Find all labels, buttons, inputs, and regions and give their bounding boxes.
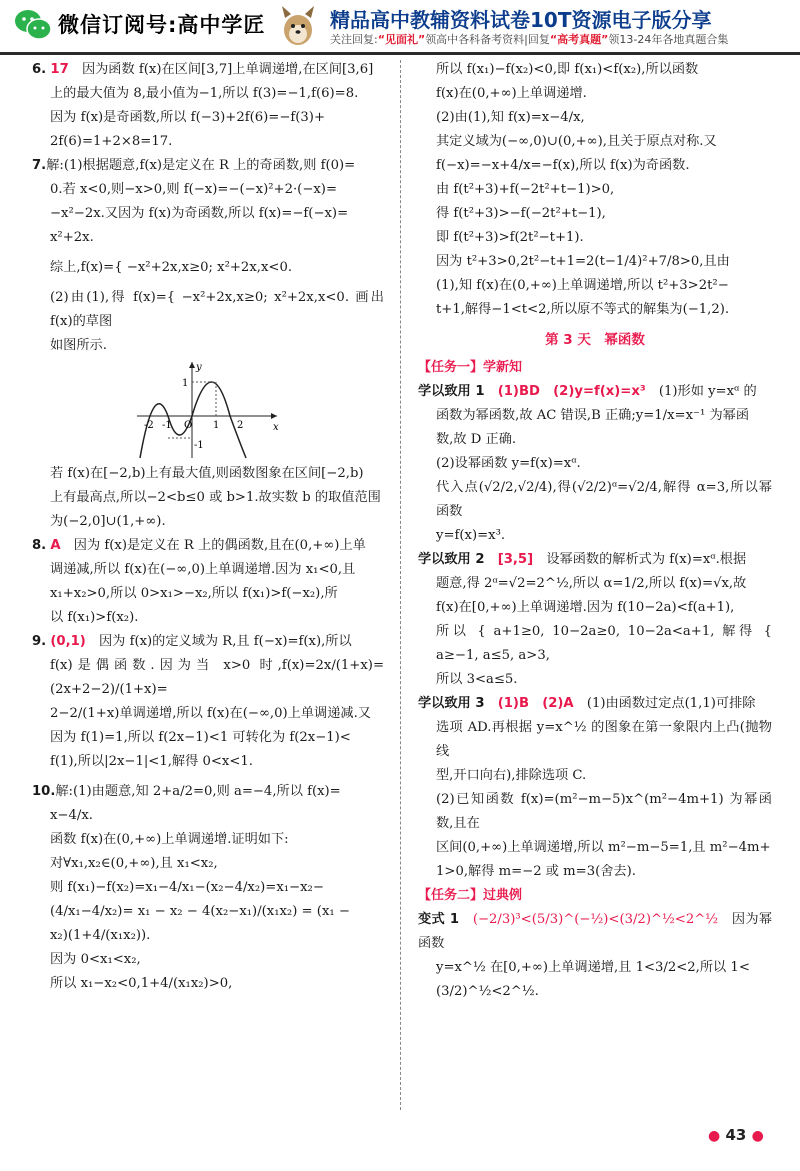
section-title: 第 3 天 幂函数 bbox=[545, 332, 645, 348]
task-one-heading: 【任务一】学新知 bbox=[418, 360, 523, 375]
banner-slogan: 精品高中教辅资料试卷10T资源电子版分享 bbox=[330, 8, 712, 32]
y-axis-label: y bbox=[196, 362, 202, 373]
answer-8: 8. A 因为 f(x)是定义在 R 上的偶函数,且在(0,+∞)上单 调递减,所以 f(x)在(−∞,0)上单调递增.因为 x₁<0,且 x₁+x₂>0,所以 0>x₁>−x₂,所以 f(x₁)>f(−x₂),所 以 f(x₁)>f(x₂). bbox=[32, 538, 366, 625]
origin-label: O bbox=[184, 420, 193, 431]
function-sketch bbox=[32, 358, 384, 462]
banner-subtitle: 关注回复:“见面礼”领高中各科备考资料|回复“高考真题”领13-24年各地真题合集 bbox=[330, 33, 729, 46]
answer-9: 9. (0,1) 因为 f(x)的定义域为 R,且 f(−x)=f(x),所以 f(x)是偶函数.因为当 x>0 时,f(x)=2x/(1+x)=(2x+2−2)/(1+x)= 2−2/(1+x)单调递增,所以 f(x)在(−∞,0)上单调递减.又 因为 f(1)=1,所以 f(2x−1)<1 可转化为 f(2x−1)< f(1),所以|2x−1|<1,解得 0<x<1. bbox=[32, 634, 384, 769]
variant-1: 变式 1 (−2/3)³<(5/3)^(−½)<(3/2)^½<2^½ 因为幂函数 y=x^½ 在[0,+∞)上单调递增,且 1<3/2<2,所以 1< (3/2)^½<2^½. bbox=[418, 912, 773, 999]
left-column bbox=[32, 58, 384, 996]
column-divider bbox=[400, 60, 401, 1110]
wechat-icon bbox=[14, 8, 52, 42]
exercise-1: 学以致用 1 (1)BD (2)y=f(x)=x³ (1)形如 y=xᵅ 的 函数为幂函数,故 AC 错误,B 正确;y=1/x=x⁻¹ 为幂函 数,故 D 正确. (2)设幂函数 y=f(x)=xᵅ. 代入点(√2/2,√2/4),得(√2/2)ᵅ=√2/4,解得 α=3,所以幂函数 y=f(x)=x³. bbox=[418, 384, 772, 543]
answer-7: 7.解:(1)根据题意,f(x)是定义在 R 上的奇函数,则 f(0)= 0.若 x<0,则−x>0,则 f(−x)=−(−x)²+2·(−x)= −x²−2x.又因为 f(x)为奇函数,所以 f(x)=−f(−x)= x²+2x. 综上,f(x)={ −x²+2x,x≥0; x²+2x,x<0. (2)由(1),得 f(x)={ −x²+2x,x≥0; x²+2x,x<0. 画出 f(x)的草图 如图所示. x y O -2 -1 1 2 1 -1 若 f(x)在[−2,b)上有最大值,则函数图象在区间[−2,b) 上有最高点,所以−2<b≤0 或 b>1.故实数 b 的取值范围 为(−2,0]∪(1,+∞). bbox=[32, 158, 384, 529]
tick-x-neg1: -1 bbox=[162, 420, 172, 431]
answer-10-continued: 所以 f(x₁)−f(x₂)<0,即 f(x₁)<f(x₂),所以函数 f(x)在(0,+∞)上单调递增. (2)由(1),知 f(x)=x−4/x, 其定义域为(−∞,0)∪(0,+∞),且关于原点对称.又 f(−x)=−x+4/x=−f(x),所以 f(x)为奇函数. 由 f(t²+3)+f(−2t²+t−1)>0, 得 f(t²+3)>−f(−2t²+t−1), 即 f(t²+3)>f(2t²−t+1). 因为 t²+3>0,2t²−t+1=2(t−1/4)²+7/8>0,且由 (1),知 f(x)在(0,+∞)上单调递增,所以 t²+3>2t²− t+1,解得−1<t<2,所以原不等式的解集为(−1,2). bbox=[436, 62, 730, 317]
right-column bbox=[418, 58, 772, 1004]
tick-y-neg1: -1 bbox=[194, 440, 204, 451]
tick-x-1: 1 bbox=[213, 420, 220, 431]
function-graph bbox=[132, 358, 282, 462]
tick-y-1: 1 bbox=[182, 378, 189, 389]
tick-x-2: 2 bbox=[237, 420, 244, 431]
answer-6: 6. 17 因为函数 f(x)在区间[3,7]上单调递增,在区间[3,6] 上的最大值为 8,最小值为−1,所以 f(3)=−1,f(6)=8. 因为 f(x)是奇函数,所以 f(−3)+2f(6)=−f(3)+ 2f(6)=1+2×8=17. bbox=[32, 62, 374, 149]
page-number: ● 43 ● bbox=[708, 1126, 764, 1144]
exercise-2: 学以致用 2 [3,5] 设幂函数的解析式为 f(x)=xᵅ.根据 题意,得 2ᵅ=√2=2^½,所以 α=1/2,所以 f(x)=√x,故 f(x)在[0,+∞)上单调递增.因为 f(10−2a)<f(a+1), 所以 { a+1≥0, 10−2a≥0, 10−2a<a+1, 解得 { a≥−1, a≤5, a>3, 所以 3<a≤5. bbox=[418, 552, 772, 687]
answer-10: 10.解:(1)由题意,知 2+a/2=0,则 a=−4,所以 f(x)= x−4/x. 函数 f(x)在(0,+∞)上单调递增.证明如下: 对∀x₁,x₂∈(0,+∞),且 x₁<x₂, 则 f(x₁)−f(x₂)=x₁−4/x₁−(x₂−4/x₂)=x₁−x₂− (4/x₁−4/x₂)= x₁ − x₂ − 4(x₂−x₁)/(x₁x₂) = (x₁ − x₂)(1+4/(x₁x₂)). 因为 0<x₁<x₂, 所以 x₁−x₂<0,1+4/(x₁x₂)>0, bbox=[32, 784, 350, 991]
page-banner bbox=[0, 0, 800, 55]
dog-mascot-icon bbox=[276, 4, 320, 48]
banner-title: 微信订阅号:高中学匠 bbox=[58, 13, 266, 37]
task-two-heading: 【任务二】过典例 bbox=[418, 888, 523, 903]
tick-x-neg2: -2 bbox=[144, 420, 154, 431]
x-axis-label: x bbox=[273, 422, 279, 433]
exercise-3: 学以致用 3 (1)B (2)A (1)由函数过定点(1,1)可排除 选项 AD.再根据 y=x^½ 的图象在第一象限内上凸(抛物线 型,开口向右),排除选项 C. (2)已知函数 f(x)=(m²−m−5)x^(m²−4m+1) 为幂函数,且在 区间(0,+∞)上单调递增,所以 m²−m−5=1,且 m²−4m+ 1>0,解得 m=−2 或 m=3(舍去). bbox=[418, 696, 772, 879]
